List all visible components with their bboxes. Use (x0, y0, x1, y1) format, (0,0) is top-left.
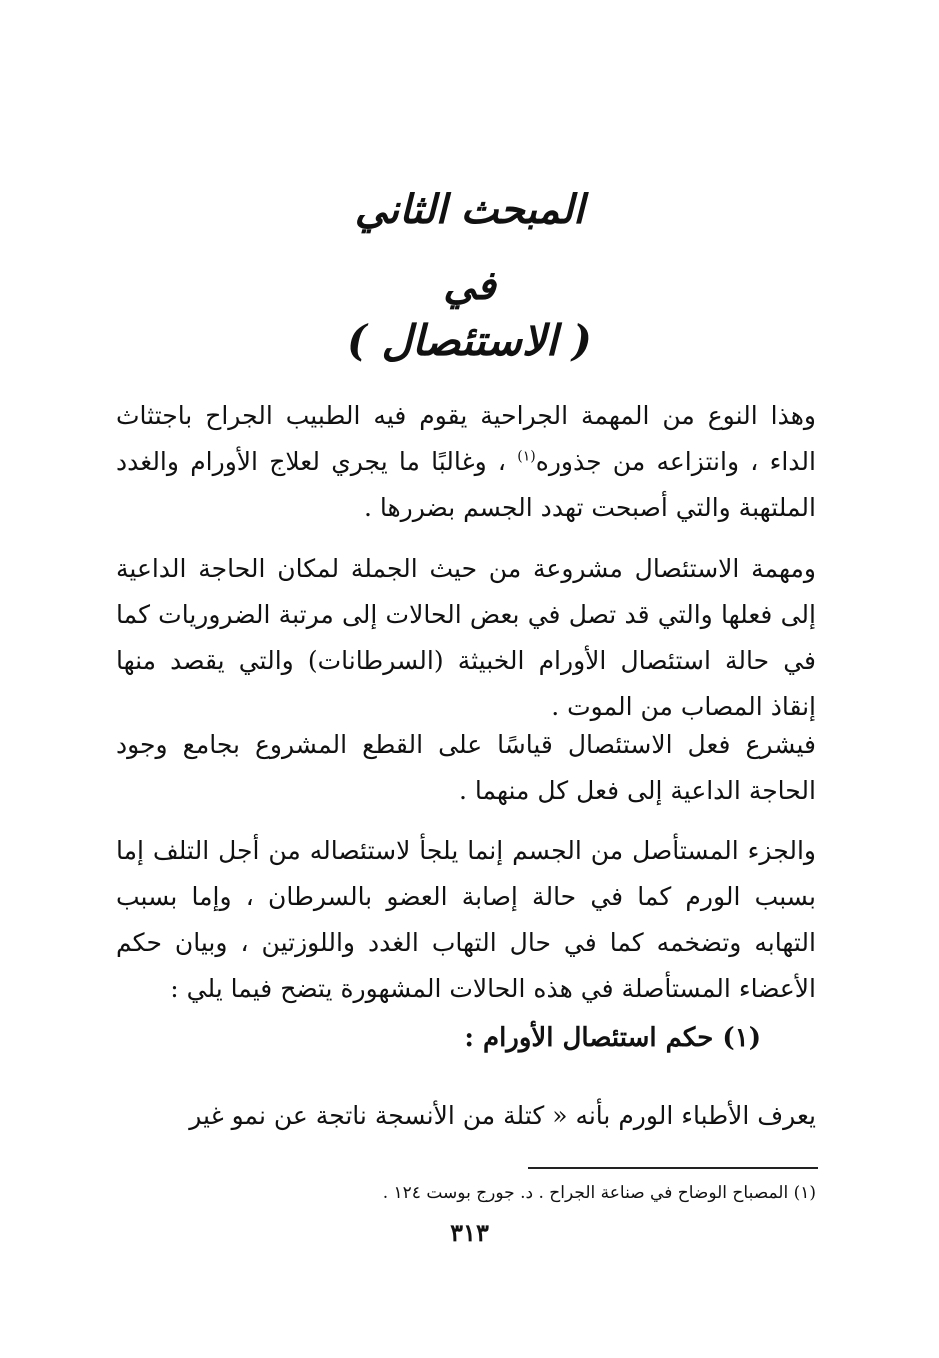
paragraph-2: ومهمة الاستئصال مشروعة من حيث الجملة لمكان الحاجة الداعية إلى فعلها والتي قد تصل في بعض الحالات إلى مرتبة الضروريات كما في حالة استئصال الأورام الخبيثة (السرطانات) والتي يقصد منها إنقاذ المصاب من الموت . (116, 554, 816, 721)
footnote-divider (528, 1167, 818, 1169)
paragraph-4: والجزء المستأصل من الجسم إنما يلجأ لاستئصاله من أجل التلف إما بسبب الورم كما في حالة إصابة العضو بالسرطان ، وإما بسبب التهابه وتضخمه كما في حال التهاب الغدد واللوزتين ، وبيان حكم الأعضاء المستأصلة في هذه الحالات المشهورة يتضح فيما يلي : (116, 836, 816, 1003)
section-title-connector: في (443, 262, 496, 309)
paragraph-3: فيشرع فعل الاستئصال قياسًا على القطع المشروع بجامع وجود الحاجة الداعية إلى فعل كل منهما . (116, 730, 816, 805)
paragraph-5: يعرف الأطباء الورم بأنه « كتلة من الأنسجة ناتجة عن نمو غير (189, 1101, 816, 1130)
paragraph-1 (116, 393, 816, 531)
subsection-heading: (١) حكم استئصال الأورام : (464, 1023, 761, 1053)
section-subject: ( الاستئصال ) (347, 316, 592, 365)
paragraph-1-text-a: وهذا النوع من المهمة الجراحية يقوم فيه الطبيب الجراح باجتثاث الداء ، وانتزاعه من جذوره (116, 401, 816, 476)
page-number: ٣١٣ (450, 1218, 489, 1247)
footnote-reference: (١) (517, 448, 536, 465)
paragraph-1-text-b: ، وغالبًا ما يجري لعلاج الأورام والغدد الملتهبة والتي أصبحت تهدد الجسم بضررها . (116, 447, 816, 522)
section-title: المبحث الثاني (354, 186, 585, 233)
footnote: (١) المصباح الوضاح في صناعة الجراح . د. جورج بوست ١٢٤ . (382, 1183, 816, 1203)
